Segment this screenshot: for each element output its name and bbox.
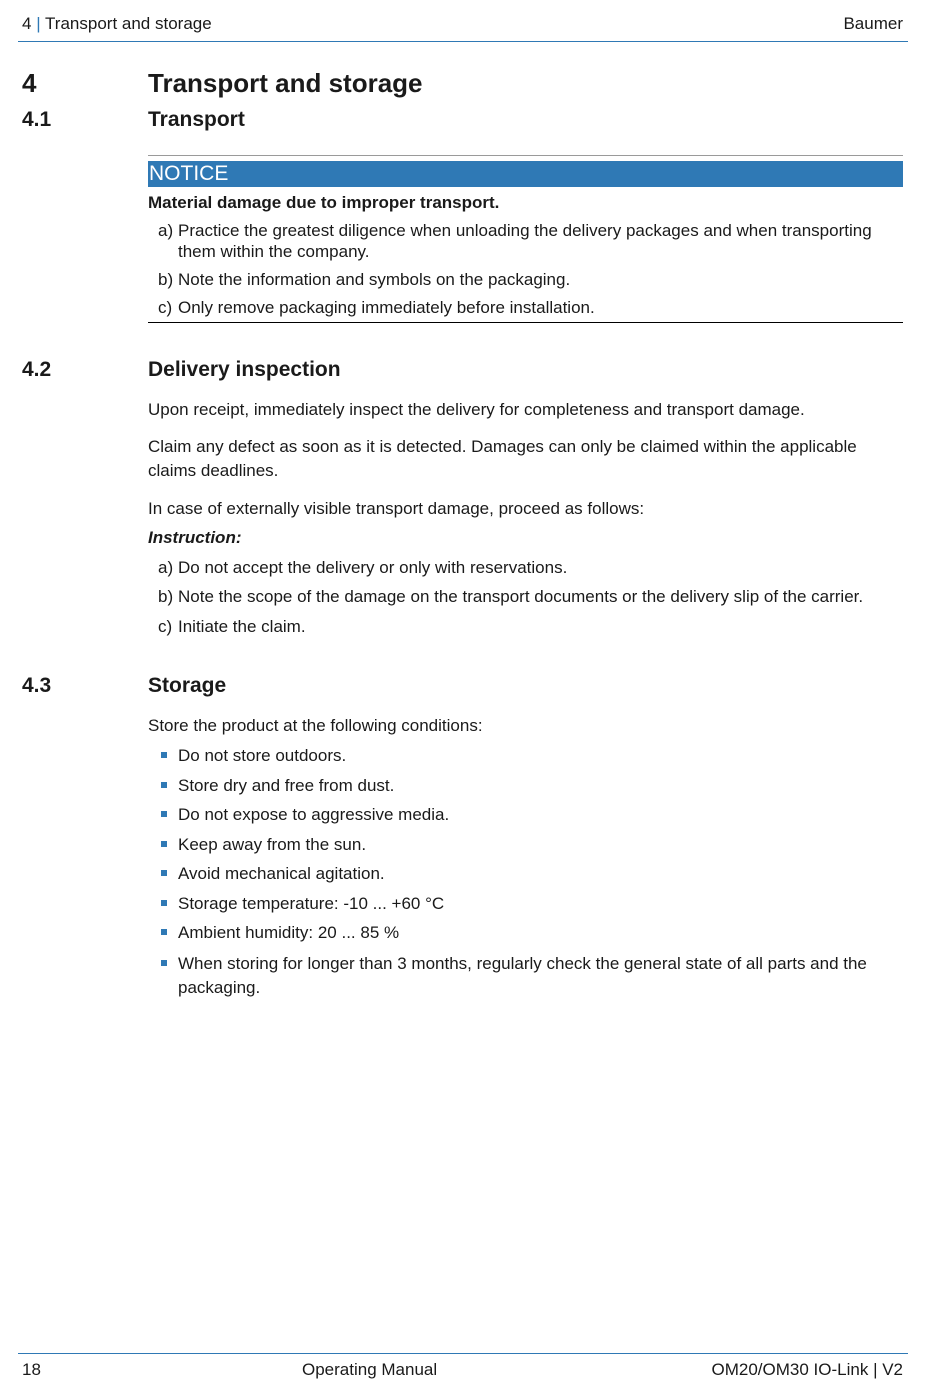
notice-item-text: Practice the greatest diligence when unloading the delivery packages and when transporting <box>178 221 872 240</box>
running-header-chapter <box>22 14 212 34</box>
notice-bottom-rule <box>148 322 903 323</box>
square-bullet-icon <box>161 960 167 966</box>
square-bullet-icon <box>161 900 167 906</box>
notice-item <box>158 220 903 262</box>
footer-doc-type: Operating Manual <box>302 1360 438 1379</box>
bullet-text: Do not store outdoors. <box>178 746 347 765</box>
square-bullet-icon <box>161 752 167 758</box>
square-bullet-icon <box>161 841 167 847</box>
bullet-text: Storage temperature: -10 ... +60 °C <box>178 894 445 913</box>
bullet-item <box>158 922 903 943</box>
footer-rule <box>18 1353 908 1354</box>
square-bullet-icon <box>161 929 167 935</box>
notice-item-text: Only remove packaging immediately before installation. <box>178 298 595 317</box>
section-4-2-number: 4.2 <box>22 358 52 381</box>
paragraph: In case of externally visible transport damage, proceed as follows: <box>148 499 645 518</box>
bullet-item <box>158 775 903 796</box>
square-bullet-icon <box>161 870 167 876</box>
header-separator: | <box>36 14 41 33</box>
instruction-step-mark: b) <box>158 587 174 606</box>
bullet-text: Ambient humidity: 20 ... 85 % <box>178 923 400 942</box>
section-4-3-number: 4.3 <box>22 674 52 697</box>
instruction-step-text: Do not accept the delivery or only with reservations. <box>178 558 568 577</box>
notice-item-mark: a) <box>158 221 174 240</box>
footer-product: OM20/OM30 IO-Link | V2 <box>711 1360 903 1379</box>
notice-item-text: Note the information and symbols on the packaging. <box>178 270 571 289</box>
notice-item-mark: c) <box>158 298 173 317</box>
instruction-step <box>158 616 903 637</box>
bullet-text: When storing for longer than 3 months, regularly check the general state of all parts and the <box>178 954 867 973</box>
instruction-label: Instruction: <box>148 528 242 547</box>
notice-item <box>158 269 903 290</box>
bullet-item <box>158 745 903 766</box>
paragraph <box>148 435 903 483</box>
bullet-item <box>158 952 903 1000</box>
bullet-text: Keep away from the sun. <box>178 835 367 854</box>
paragraph-line: Claim any defect as soon as it is detected. Damages can only be claimed within the applicable <box>148 437 857 456</box>
notice-heading: Material damage due to improper transport. <box>148 193 500 212</box>
header-brand: Baumer <box>843 14 903 33</box>
instruction-step <box>158 586 903 607</box>
section-4-3-title: Storage <box>148 674 227 697</box>
paragraph-line: claims deadlines. <box>148 461 279 480</box>
chapter-number: 4 <box>22 68 37 98</box>
notice-top-rule <box>148 155 903 156</box>
paragraph: Store the product at the following conditions: <box>148 716 483 735</box>
square-bullet-icon <box>161 811 167 817</box>
header-chapter-number: 4 <box>22 14 32 33</box>
chapter-title: Transport and storage <box>148 68 423 98</box>
bullet-text: Store dry and free from dust. <box>178 776 395 795</box>
instruction-step-text: Note the scope of the damage on the transport documents or the delivery slip of the carrier. <box>178 587 864 606</box>
bullet-item <box>158 893 903 914</box>
bullet-text: Do not expose to aggressive media. <box>178 805 450 824</box>
notice-item-text-cont: them within the company. <box>178 242 370 261</box>
section-4-1-title: Transport <box>148 108 245 131</box>
bullet-text: Avoid mechanical agitation. <box>178 864 385 883</box>
page-number: 18 <box>22 1360 41 1379</box>
bullet-item <box>158 863 903 884</box>
bullet-text-cont: packaging. <box>178 978 261 997</box>
section-4-2-title: Delivery inspection <box>148 358 341 381</box>
square-bullet-icon <box>161 782 167 788</box>
header-rule <box>18 41 908 42</box>
paragraph: Upon receipt, immediately inspect the delivery for completeness and transport damage. <box>148 400 805 419</box>
header-chapter-title: Transport and storage <box>45 14 212 33</box>
notice-item <box>158 297 903 318</box>
instruction-step-text: Initiate the claim. <box>178 617 306 636</box>
notice-label: NOTICE <box>148 161 903 187</box>
notice-item-mark: b) <box>158 270 174 289</box>
section-4-1-number: 4.1 <box>22 108 52 131</box>
bullet-item <box>158 834 903 855</box>
bullet-item <box>158 804 903 825</box>
instruction-step-mark: a) <box>158 558 174 577</box>
instruction-step <box>158 557 903 578</box>
instruction-step-mark: c) <box>158 617 173 636</box>
